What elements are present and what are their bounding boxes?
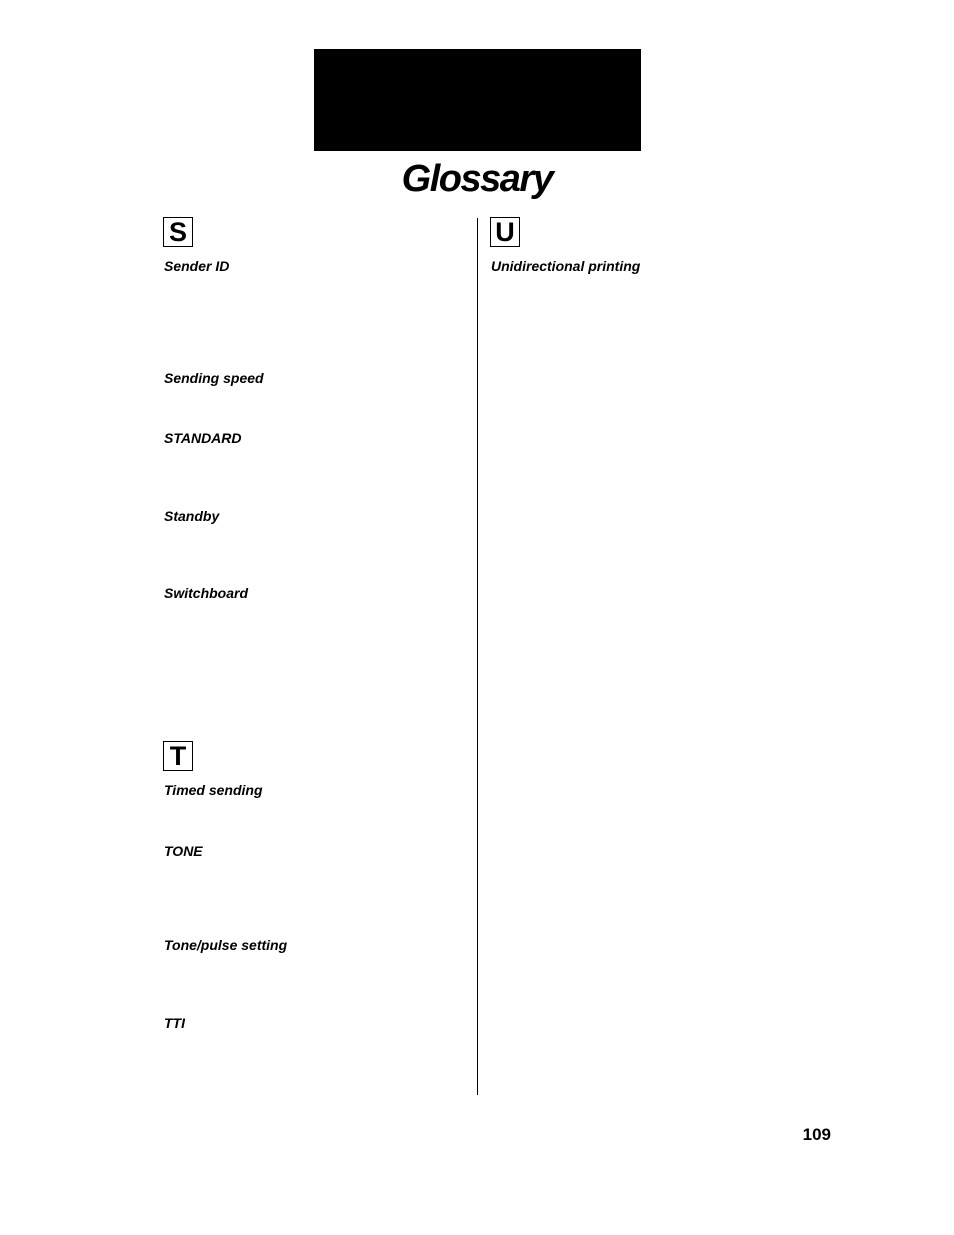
- glossary-term-tti: TTI: [164, 1015, 185, 1031]
- page-number: 109: [802, 1125, 831, 1144]
- header-black-bar: [314, 49, 641, 151]
- glossary-term-sending-speed: Sending speed: [164, 370, 264, 386]
- glossary-term-tone-pulse-setting: Tone/pulse setting: [164, 937, 288, 953]
- section-letter-s: S: [163, 217, 193, 247]
- page-title: Glossary: [401, 158, 553, 200]
- glossary-term-tone: TONE: [164, 843, 203, 859]
- glossary-term-unidirectional-printing: Unidirectional printing: [491, 258, 641, 274]
- glossary-term-timed-sending: Timed sending: [164, 782, 263, 798]
- glossary-term-sender-id: Sender ID: [164, 258, 230, 274]
- glossary-term-standard: STANDARD: [164, 430, 242, 446]
- glossary-term-standby: Standby: [164, 508, 220, 524]
- glossary-term-switchboard: Switchboard: [164, 585, 249, 601]
- section-letter-t: T: [163, 741, 193, 771]
- section-letter-u: U: [490, 217, 520, 247]
- column-divider: [477, 218, 478, 1095]
